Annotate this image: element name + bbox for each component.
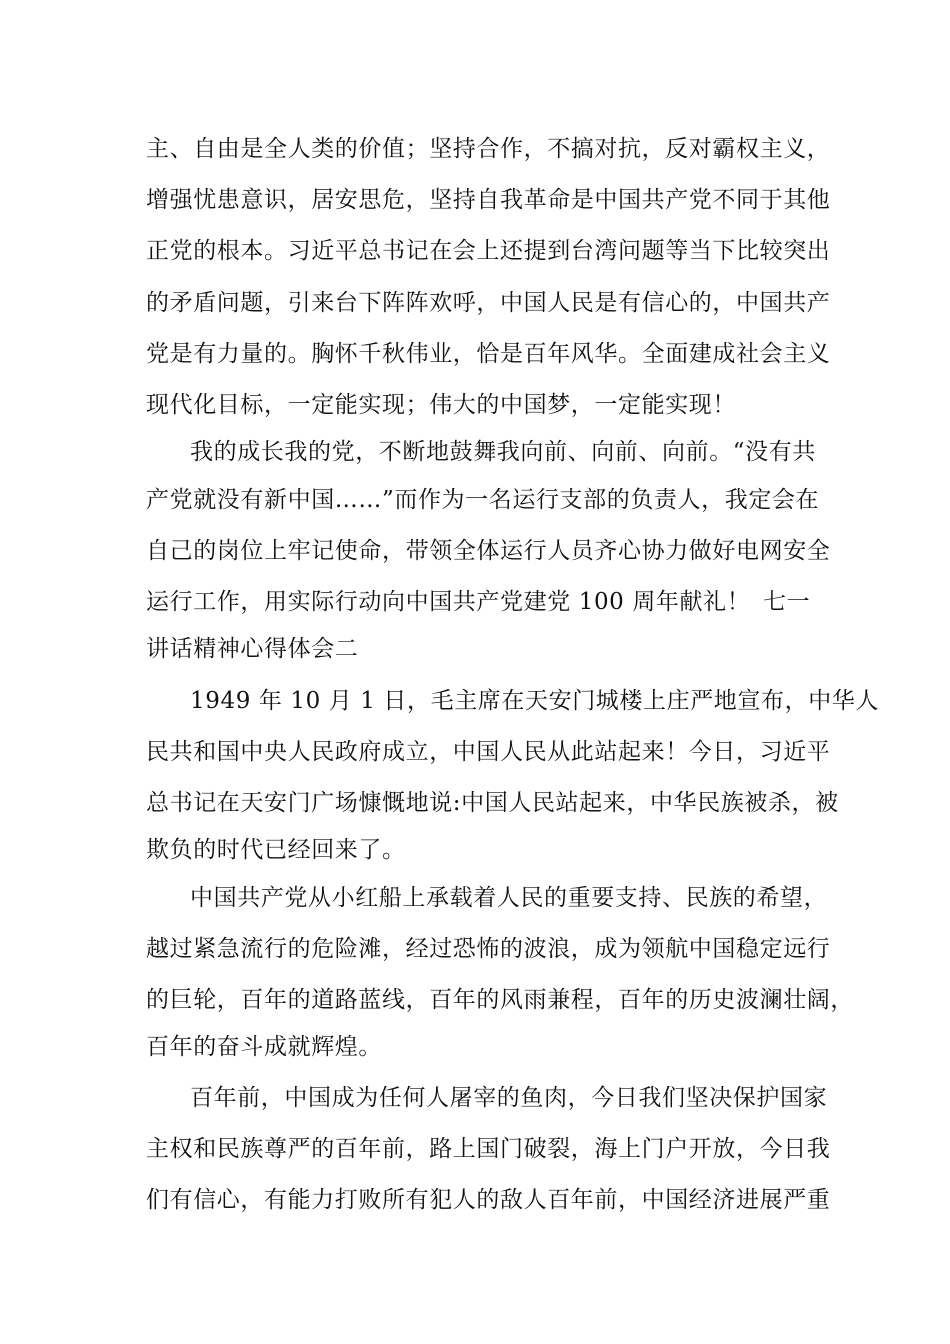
- text-line: 运行工作，用实际行动向中国共产党建党 100 周年献礼！: [146, 589, 751, 615]
- text-line: 们有信心，有能力打败所有犯人的敌人百年前，中国经济进展严重: [146, 1187, 831, 1213]
- text-line: 主权和民族尊严的百年前，路上国门破裂，海上门户开放，今日我: [146, 1136, 831, 1162]
- text-line: 增强忧患意识，居安思危，坚持自我革命是中国共产党不同于其他: [146, 187, 831, 213]
- text-line: 产党就没有新中国……”而作为一名运行支部的负责人，我定会在: [146, 487, 820, 513]
- text-line: 的矛盾问题，引来台下阵阵欢呼，中国人民是有信心的，中国共产: [146, 290, 831, 316]
- section-title: 讲话精神心得体会二: [146, 636, 359, 662]
- paragraph-first-line: 1949 年 10 月 1 日，毛主席在天安门城楼上庄严地宣布，中华人: [190, 688, 879, 714]
- paragraph-first-line: 我的成长我的党，不断地鼓舞我向前、向前、向前。“没有共: [190, 439, 816, 465]
- text-line: 主、自由是全人类的价值；坚持合作，不搞对抗，反对霸权主义，: [146, 136, 831, 162]
- text-line: 百年的奋斗成就辉煌。: [146, 1034, 382, 1060]
- section-label: 七一: [763, 589, 811, 615]
- paragraph-first-line: 百年前，中国成为任何人屠宰的鱼肉，今日我们坚决保护国家: [190, 1085, 828, 1111]
- text-line: 自己的岗位上牢记使命，带领全体运行人员齐心协力做好电网安全: [146, 538, 831, 564]
- text-line: 欺负的时代已经回来了。: [146, 837, 406, 863]
- text-line: 党是有力量的。胸怀千秋伟业，恰是百年风华。全面建成社会主义: [146, 341, 831, 367]
- paragraph-first-line: 中国共产党从小红船上承载着人民的重要支持、民族的希望，: [190, 885, 828, 911]
- text-line: 民共和国中央人民政府成立，中国人民从此站起来！今日，习近平: [146, 739, 831, 765]
- text-line: 总书记在天安门广场慷慨地说:中国人民站起来，中华民族被杀，被: [146, 790, 839, 816]
- text-line: 越过紧急流行的危险滩，经过恐怖的波浪，成为领航中国稳定远行: [146, 936, 831, 962]
- text-line: 现代化目标，一定能实现；伟大的中国梦，一定能实现！: [146, 392, 736, 418]
- text-line: 的巨轮，百年的道路蓝线，百年的风雨兼程，百年的历史波澜壮阔，: [146, 987, 854, 1013]
- text-line: 正党的根本。习近平总书记在会上还提到台湾问题等当下比较突出: [146, 238, 831, 264]
